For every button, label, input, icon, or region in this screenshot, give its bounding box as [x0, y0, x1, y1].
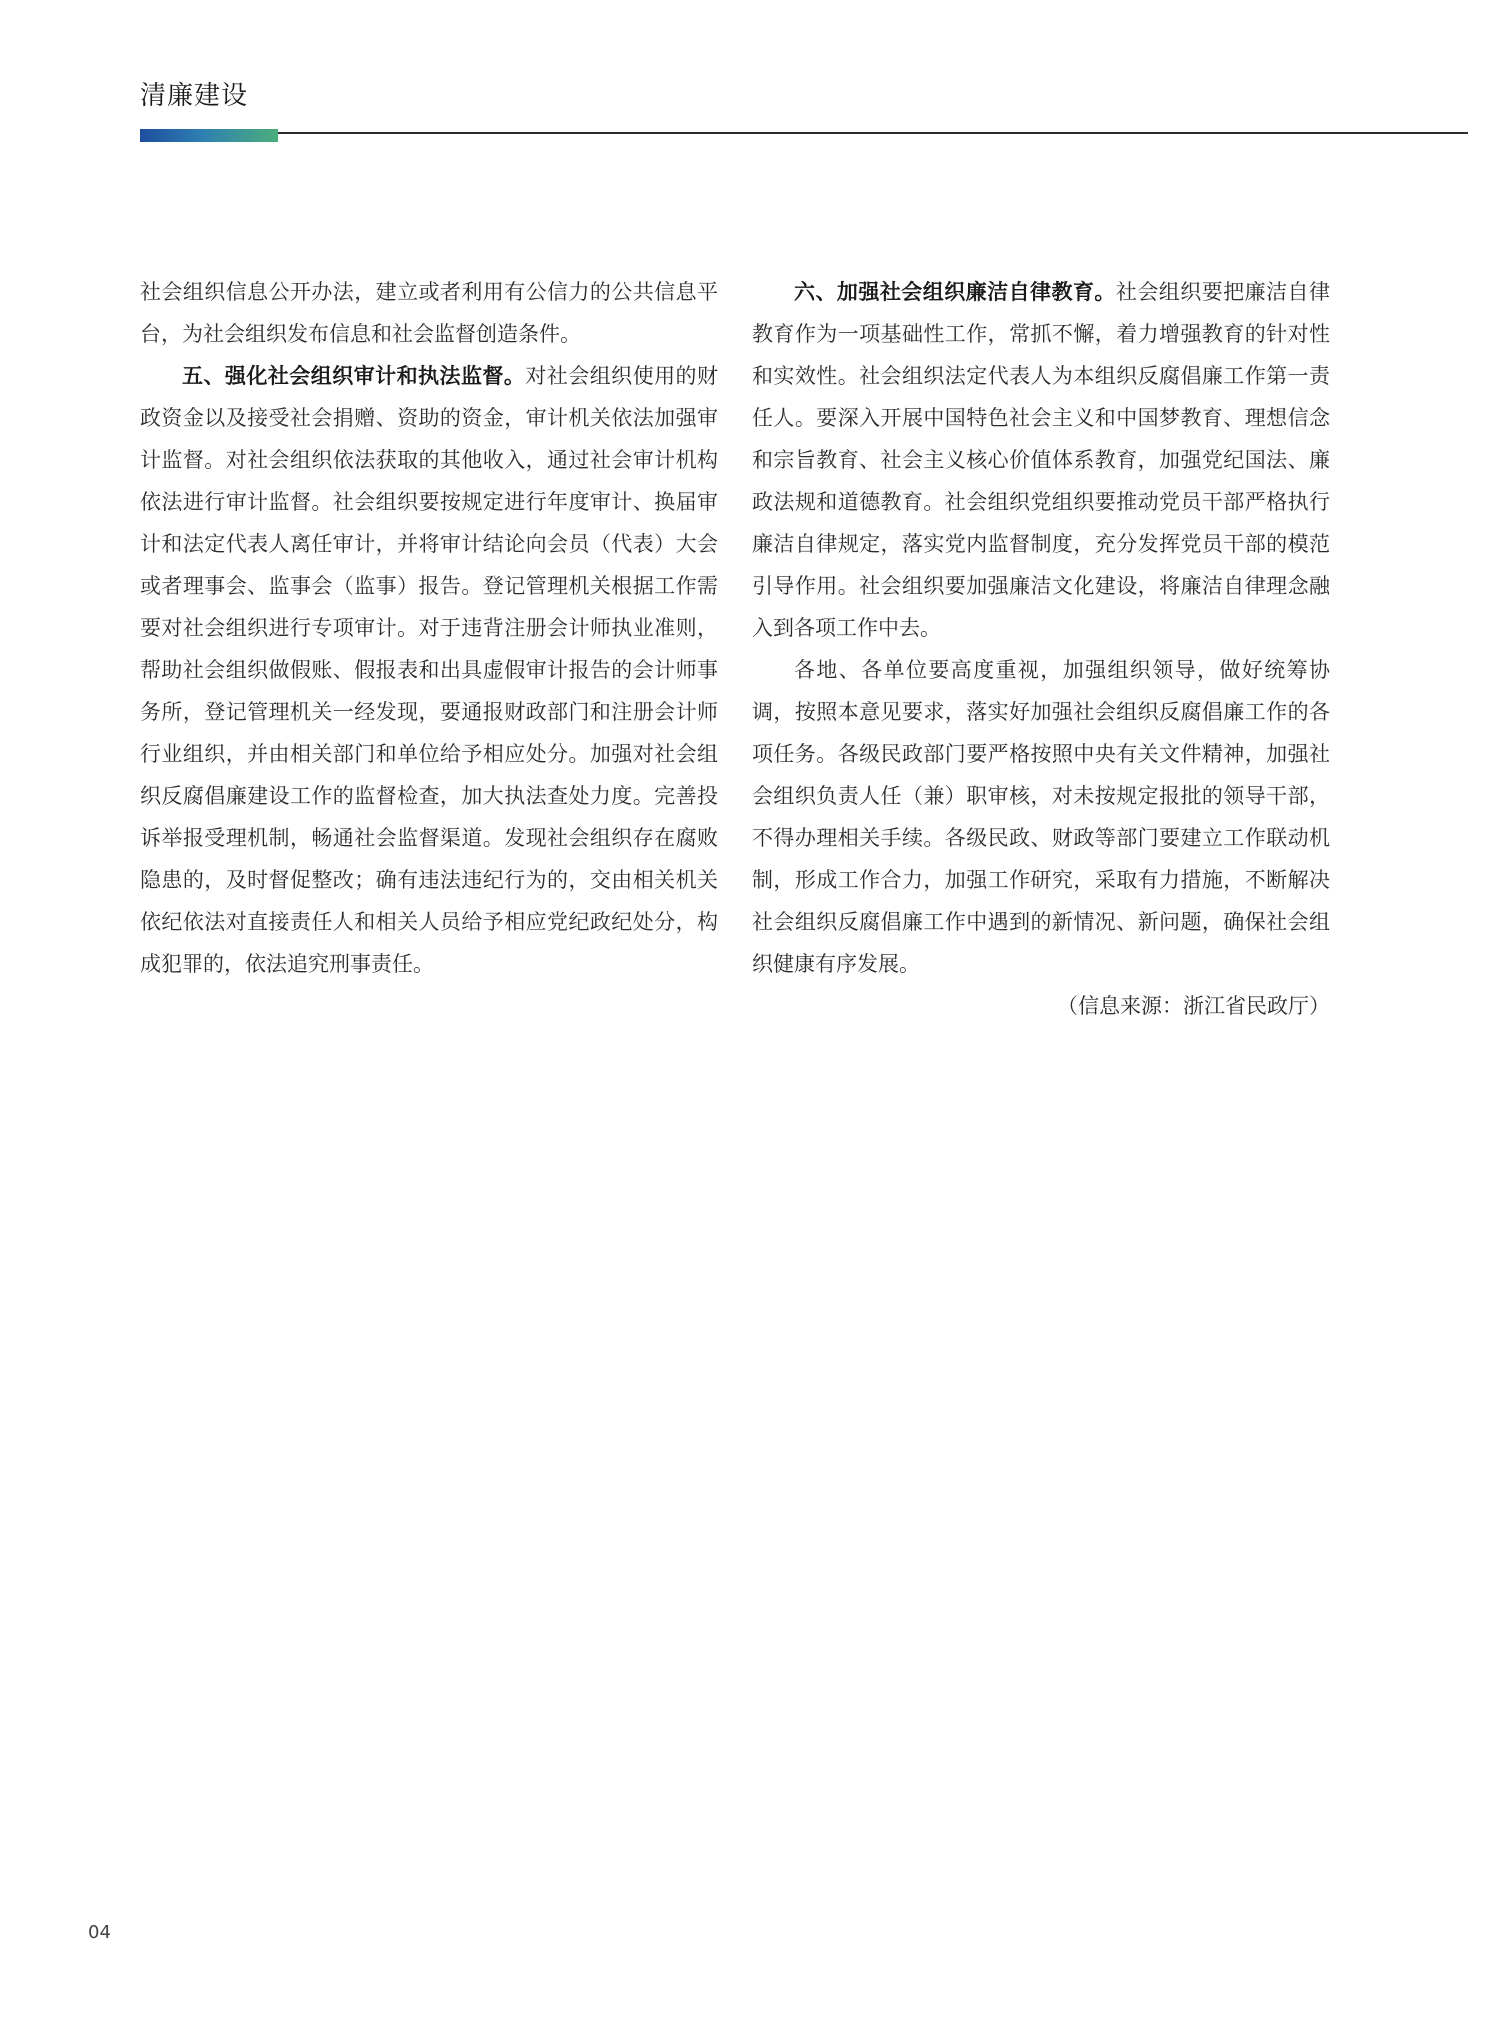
page-number: 04 [88, 1922, 111, 1943]
header-accent-bar [140, 129, 278, 142]
section-title: 清廉建设 [140, 81, 249, 111]
section-five-heading: 五、强化社会组织审计和执法监督。 [182, 364, 526, 388]
info-source: （信息来源：浙江省民政厅） [1057, 994, 1330, 1018]
right-paragraph-section-six [752, 271, 1330, 649]
right-column [752, 271, 1330, 1027]
right-paragraph-closing: 各地、各单位要高度重视，加强组织领导，做好统筹协调，按照本意见要求，落实好加强社会组织反腐倡廉工作的各项任务。各级民政部门要严格按照中央有关文件精神，加强社会组织负责人任（兼）职审核，对未按规定报批的领导干部，不得办理相关手续。各级民政、财政等部门要建立工作联动机制，形成工作合力，加强工作研究，采取有力措施，不断解决社会组织反腐倡廉工作中遇到的新情况、新问题，确保社会组织健康有序发展。 [752, 658, 1330, 976]
section-six-body: 社会组织要把廉洁自律教育作为一项基础性工作，常抓不懈，着力增强教育的针对性和实效性。社会组织法定代表人为本组织反腐倡廉工作第一责任人。要深入开展中国特色社会主义和中国梦教育、理想信念和宗旨教育、社会主义核心价值体系教育，加强党纪国法、廉政法规和道德教育。社会组织党组织要推动党员干部严格执行廉洁自律规定，落实党内监督制度，充分发挥党员干部的模范引导作用。社会组织要加强廉洁文化建设，将廉洁自律理念融入到各项工作中去。 [752, 280, 1330, 640]
header-rule [140, 129, 1468, 143]
left-paragraph-section-five [140, 355, 718, 985]
left-paragraph-continued: 社会组织信息公开办法，建立或者利用有公信力的公共信息平台，为社会组织发布信息和社会监督创造条件。 [140, 280, 718, 346]
left-column [140, 271, 718, 985]
header-divider-line [278, 132, 1468, 134]
section-five-body: 对社会组织使用的财政资金以及接受社会捐赠、资助的资金，审计机关依法加强审计监督。对社会组织依法获取的其他收入，通过社会审计机构依法进行审计监督。社会组织要按规定进行年度审计、换届审计和法定代表人离任审计，并将审计结论向会员（代表）大会或者理事会、监事会（监事）报告。登记管理机关根据工作需要对社会组织进行专项审计。对于违背注册会计师执业准则，帮助社会组织做假账、假报表和出具虚假审计报告的会计师事务所，登记管理机关一经发现，要通报财政部门和注册会计师行业组织，并由相关部门和单位给予相应处分。加强对社会组织反腐倡廉建设工作的监督检查，加大执法查处力度。完善投诉举报受理机制，畅通社会监督渠道。发现社会组织存在腐败隐患的，及时督促整改；确有违法违纪行为的，交由相关机关依纪依法对直接责任人和相关人员给予相应党纪政纪处分，构成犯罪的，依法追究刑事责任。 [140, 364, 719, 976]
section-six-heading: 六、加强社会组织廉洁自律教育。 [794, 280, 1116, 304]
